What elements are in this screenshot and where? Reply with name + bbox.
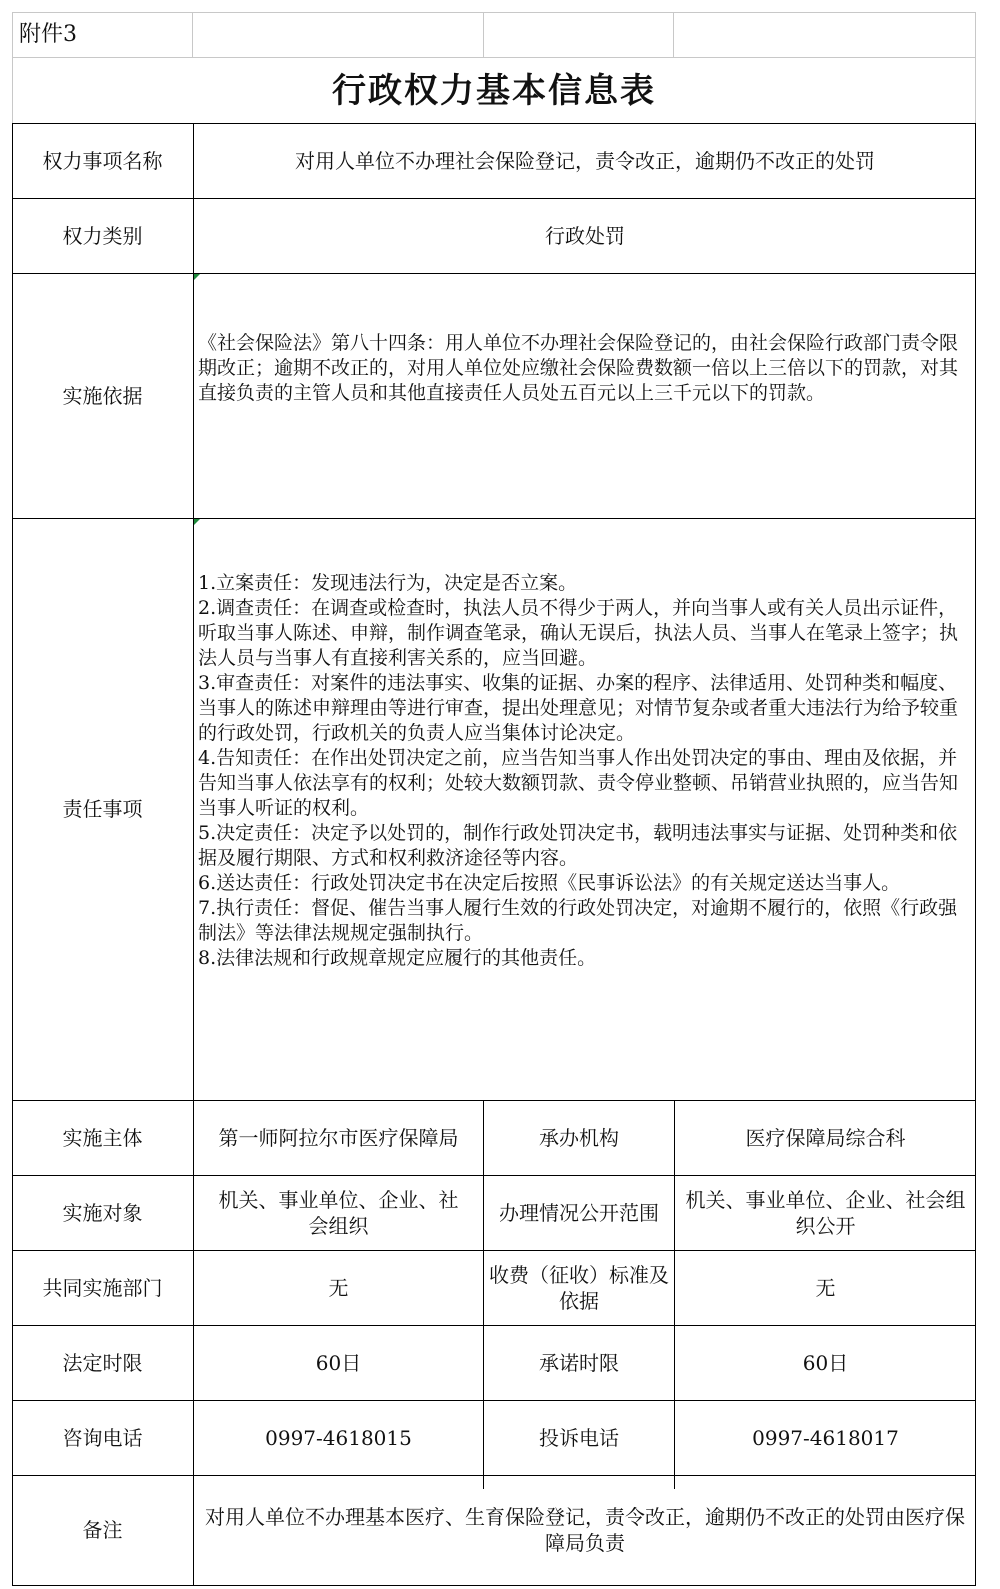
consult-phone-label: 咨询电话 bbox=[62, 1425, 143, 1450]
legal-basis-text: 《社会保险法》第八十四条：用人单位不办理社会保险登记的，由社会保险行政部门责令限期改正；逾期不改正的，对用人单位处应缴社会保险费数额一倍以上三倍以下的罚款，对其直接负责的主管人员和其他直接责任人员处五百元以上三千元以下的罚款。 bbox=[198, 332, 959, 404]
legal-basis-label: 实施依据 bbox=[62, 383, 143, 408]
disclosure-scope-label: 办理情况公开范围 bbox=[499, 1200, 659, 1225]
joint-dept-value: 无 bbox=[328, 1275, 349, 1300]
complaint-phone-value: 0997-4618017 bbox=[752, 1425, 899, 1450]
duty-item: 5.决定责任：决定予以处罚的，制作行政处罚决定书，载明违法事实与证据、处罚种类和依据及履行期限、方式和权利救济途径等内容。 bbox=[198, 822, 958, 869]
info-sheet bbox=[12, 12, 976, 1586]
duty-item: 7.执行责任：督促、催告当事人履行生效的行政处罚决定，对逾期不履行的，依照《行政强制法》等法律法规规定强制执行。 bbox=[198, 897, 958, 944]
duty-item: 1.立案责任：发现违法行为，决定是否立案。 bbox=[198, 572, 578, 594]
handling-org-value: 医疗保障局综合科 bbox=[745, 1125, 906, 1150]
fee-standard-value: 无 bbox=[815, 1275, 836, 1300]
subject-value: 第一师阿拉尔市医疗保障局 bbox=[218, 1125, 459, 1150]
page-title: 行政权力基本信息表 bbox=[12, 58, 976, 123]
promised-time-limit-value: 60日 bbox=[802, 1350, 849, 1375]
duty-item: 2.调查责任：在调查或检查时，执法人员不得少于两人，并向当事人或有关人员出示证件，听取当事人陈述、申辩，制作调查笔录，确认无误后，执法人员、当事人在笔录上签字；执法人员与当事人有直接利害关系的，应当回避。 bbox=[198, 597, 959, 669]
remark-label: 备注 bbox=[82, 1518, 123, 1542]
duties-label: 责任事项 bbox=[62, 797, 143, 821]
comment-marker bbox=[194, 519, 200, 525]
duty-item: 8.法律法规和行政规章规定应履行的其他责任。 bbox=[198, 947, 597, 969]
legal-time-limit-label: 法定时限 bbox=[62, 1350, 143, 1375]
duty-item: 4.告知责任：在作出处罚决定之前，应当告知当事人作出处罚决定的事由、理由及依据，并告知当事人依法享有的权利；处较大数额罚款、责令停业整顿、吊销营业执照的，应当告知当事人听证的权利。 bbox=[198, 747, 959, 819]
header-empty-cell bbox=[484, 12, 674, 58]
remark-value: 对用人单位不办理基本医疗、生育保险登记，责令改正，逾期仍不改正的处罚由医疗保障局负责 bbox=[205, 1505, 965, 1555]
duty-item: 6.送达责任：行政处罚决定书在决定后按照《民事诉讼法》的有关规定送达当事人。 bbox=[198, 872, 901, 894]
fee-standard-label: 收费（征收）标准及依据 bbox=[489, 1262, 669, 1313]
power-category-value: 行政处罚 bbox=[545, 223, 625, 248]
disclosure-scope-value: 机关、事业单位、企业、社会组织公开 bbox=[685, 1187, 966, 1238]
consult-phone-value: 0997-4618015 bbox=[265, 1425, 412, 1450]
power-category-label: 权力类别 bbox=[62, 223, 143, 248]
power-name-label: 权力事项名称 bbox=[42, 148, 163, 173]
promised-time-limit-label: 承诺时限 bbox=[539, 1350, 619, 1375]
legal-time-limit-value: 60日 bbox=[315, 1350, 362, 1375]
complaint-phone-label: 投诉电话 bbox=[539, 1425, 619, 1450]
duty-item: 3.审查责任：对案件的违法事实、收集的证据、办案的程序、法律适用、处罚种类和幅度、当事人的陈述申辩理由等进行审查，提出处理意见；对情节复杂或者重大违法行为给予较重的行政处罚，行政机关的负责人应当集体讨论决定。 bbox=[198, 672, 959, 744]
power-name-value: 对用人单位不办理社会保险登记，责令改正，逾期仍不改正的处罚 bbox=[295, 148, 875, 173]
duties-list bbox=[194, 571, 976, 1061]
handling-org-label: 承办机构 bbox=[539, 1125, 619, 1150]
target-label: 实施对象 bbox=[62, 1200, 143, 1225]
header-empty-cell bbox=[674, 12, 976, 58]
comment-marker bbox=[194, 274, 200, 280]
subject-label: 实施主体 bbox=[62, 1125, 143, 1150]
attachment-label: 附件3 bbox=[12, 12, 193, 58]
header-empty-cell bbox=[193, 12, 484, 58]
joint-dept-label: 共同实施部门 bbox=[42, 1275, 163, 1300]
target-value: 机关、事业单位、企业、社会组织 bbox=[218, 1187, 459, 1238]
